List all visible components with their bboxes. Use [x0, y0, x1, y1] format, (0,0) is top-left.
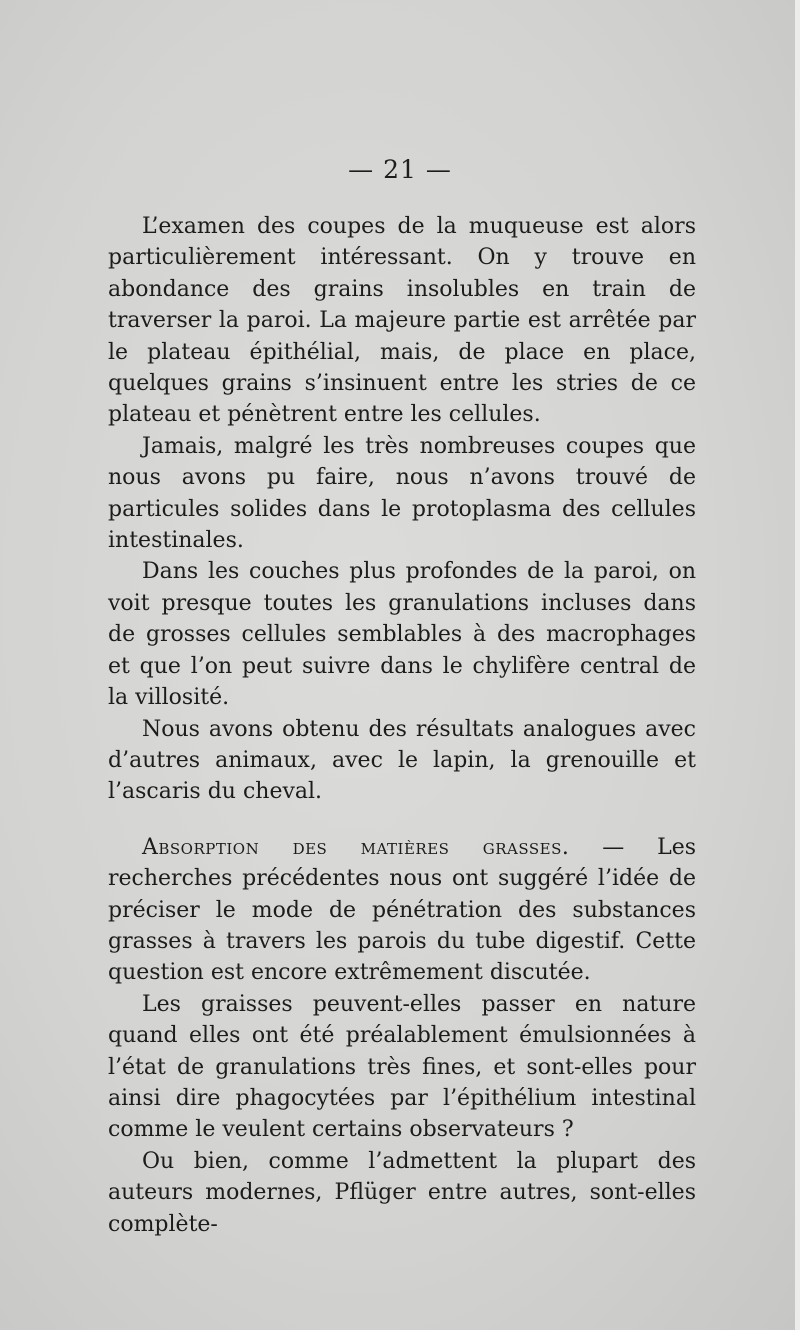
- paragraph-emulsified-fats: Les graisses peuvent-elles passer en nature quand elles ont été préalablement émulsionnées à l’état de granulations très fines, et sont-elles pour ainsi dire phagocytées par l’épithélium intestinal comme le veulent certains observateurs ?: [108, 991, 696, 1143]
- paragraph-deeper-layers: Dans les couches plus profondes de la paroi, on voit presque toutes les granulations incluses dans de grosses cellules semblables à des macrophages et que l’on peut suivre dans le chylifère central de la villosité.: [108, 559, 696, 711]
- paragraph-modern-authors: Ou bien, comme l’admettent la plupart des auteurs modernes, Pflüger entre autres, sont-elles complète-: [108, 1148, 696, 1237]
- paragraph-other-animals: Nous avons obtenu des résultats analogues avec d’autres animaux, avec le lapin, la grenouille et l’ascaris du cheval.: [108, 716, 696, 805]
- page-edge: [795, 0, 800, 1330]
- section-heading: Absorption des matières grasses.: [142, 834, 570, 860]
- section-separator: —: [569, 834, 658, 860]
- page-number: — 21 —: [348, 155, 452, 184]
- paragraph-mucosa-sections: L’examen des coupes de la muqueuse est alors particulièrement intéressant. On y trouve en abondance des grains insolubles en train de traverser la paroi. La majeure partie est arrêtée par le plateau épithélial, mais, de place en place, quelques grains s’insinuent entre les stries de ce plateau et pénètrent entre les cellules.: [108, 214, 696, 428]
- section-lead-text: Les recherches précédentes nous ont suggéré l’idée de préciser le mode de pénétration des substances grasses à travers les parois du tube digestif. Cette question est encore extrêmement discutée.: [108, 834, 696, 986]
- paragraph-no-particles: Jamais, malgré les très nombreuses coupes que nous avons pu faire, nous n’avons trouvé de particules solides dans le protoplasma des cellules intestinales.: [108, 433, 696, 554]
- body-text: [108, 211, 696, 1240]
- paragraph-fat-absorption: [108, 832, 696, 989]
